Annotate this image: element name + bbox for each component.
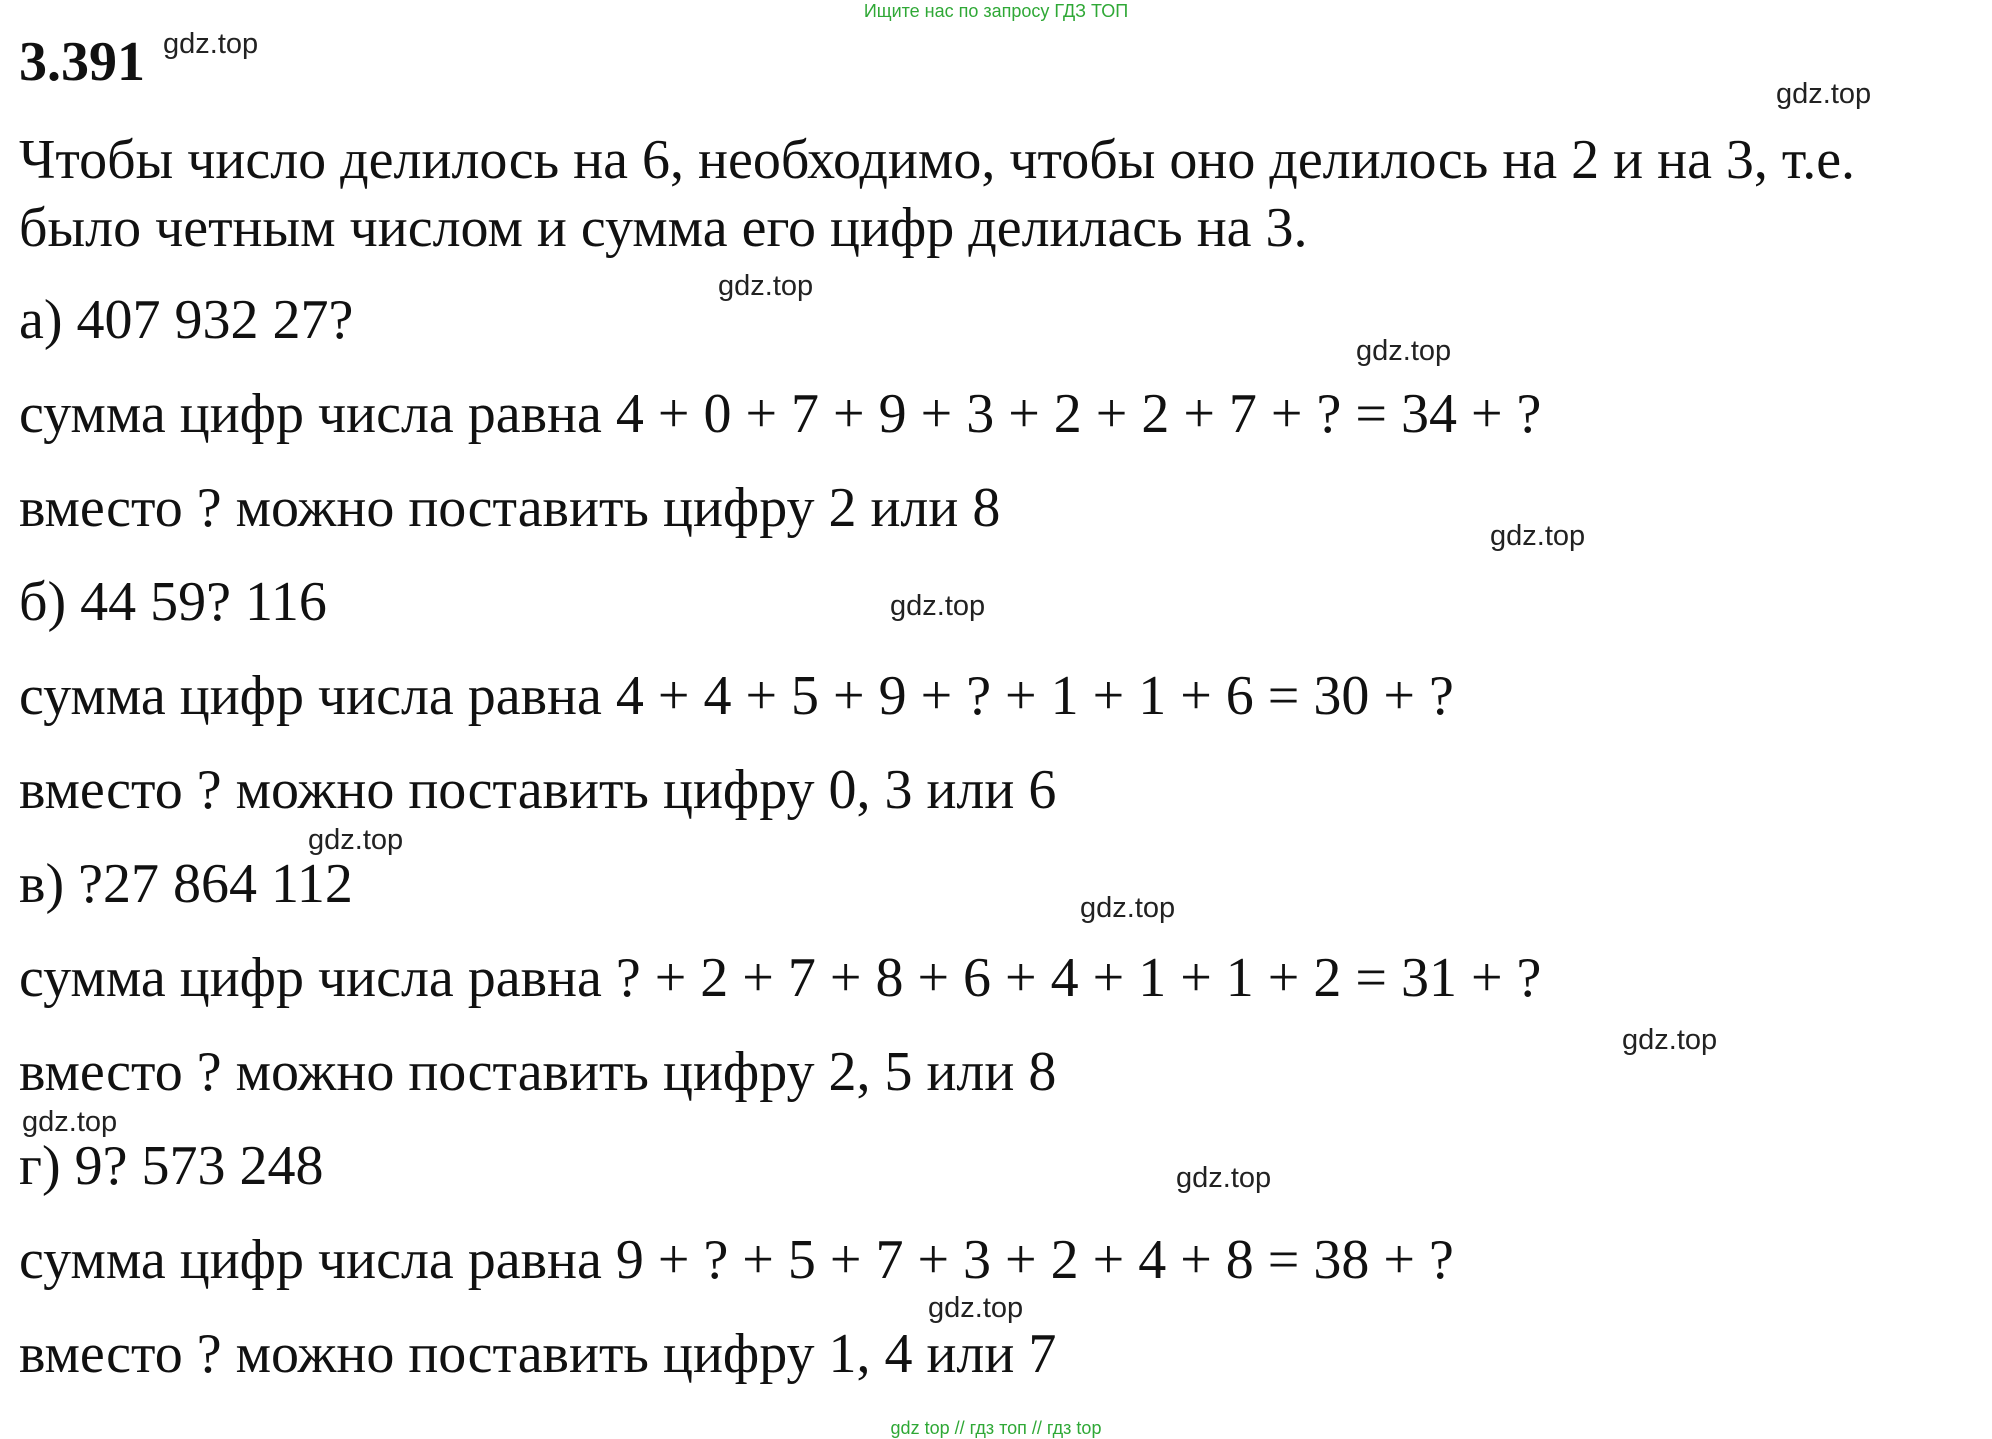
part-c-answer: вместо ? можно поставить цифру 2, 5 или 8 <box>19 1041 1057 1103</box>
watermark: gdz.top <box>890 590 986 622</box>
watermark: gdz.top <box>22 1106 118 1138</box>
part-a-answer: вместо ? можно поставить цифру 2 или 8 <box>19 477 1001 539</box>
task-number: 3.391 <box>19 31 145 93</box>
watermark: gdz.top <box>163 28 259 60</box>
intro-line-1: Чтобы число делилось на 6, необходимо, чтобы оно делилось на 2 и на 3, т.е. <box>19 129 1856 191</box>
part-c-heading: в) ?27 864 112 <box>19 853 353 915</box>
footer-links: gdz top // гдз топ // гдз top <box>890 1418 1102 1438</box>
watermark: gdz.top <box>1176 1162 1272 1194</box>
part-b-answer: вместо ? можно поставить цифру 0, 3 или 6 <box>19 759 1057 821</box>
watermark: gdz.top <box>928 1292 1024 1324</box>
part-a-heading: а) 407 932 27? <box>19 289 354 351</box>
part-d-answer: вместо ? можно поставить цифру 1, 4 или 7 <box>19 1323 1057 1385</box>
watermark: gdz.top <box>1622 1024 1718 1056</box>
part-b-heading: б) 44 59? 116 <box>19 571 327 633</box>
part-b-sum: сумма цифр числа равна 4 + 4 + 5 + 9 + ? + 1 + 1 + 6 = 30 + ? <box>19 665 1454 727</box>
watermark: gdz.top <box>308 824 404 856</box>
intro-line-2: было четным числом и сумма его цифр делилась на 3. <box>19 197 1308 259</box>
part-c-sum: сумма цифр числа равна ? + 2 + 7 + 8 + 6 + 4 + 1 + 1 + 2 = 31 + ? <box>19 947 1542 1009</box>
watermark: gdz.top <box>1080 892 1176 924</box>
part-a-sum: сумма цифр числа равна 4 + 0 + 7 + 9 + 3 + 2 + 2 + 7 + ? = 34 + ? <box>19 383 1542 445</box>
watermark: gdz.top <box>1490 520 1586 552</box>
top-banner: Ищите нас по запросу ГДЗ ТОП <box>863 1 1129 21</box>
part-d-sum: сумма цифр числа равна 9 + ? + 5 + 7 + 3 + 2 + 4 + 8 = 38 + ? <box>19 1229 1454 1291</box>
watermark: gdz.top <box>1356 335 1452 367</box>
watermark: gdz.top <box>1776 78 1872 110</box>
part-d-heading: г) 9? 573 248 <box>19 1135 324 1197</box>
watermark: gdz.top <box>718 270 814 302</box>
